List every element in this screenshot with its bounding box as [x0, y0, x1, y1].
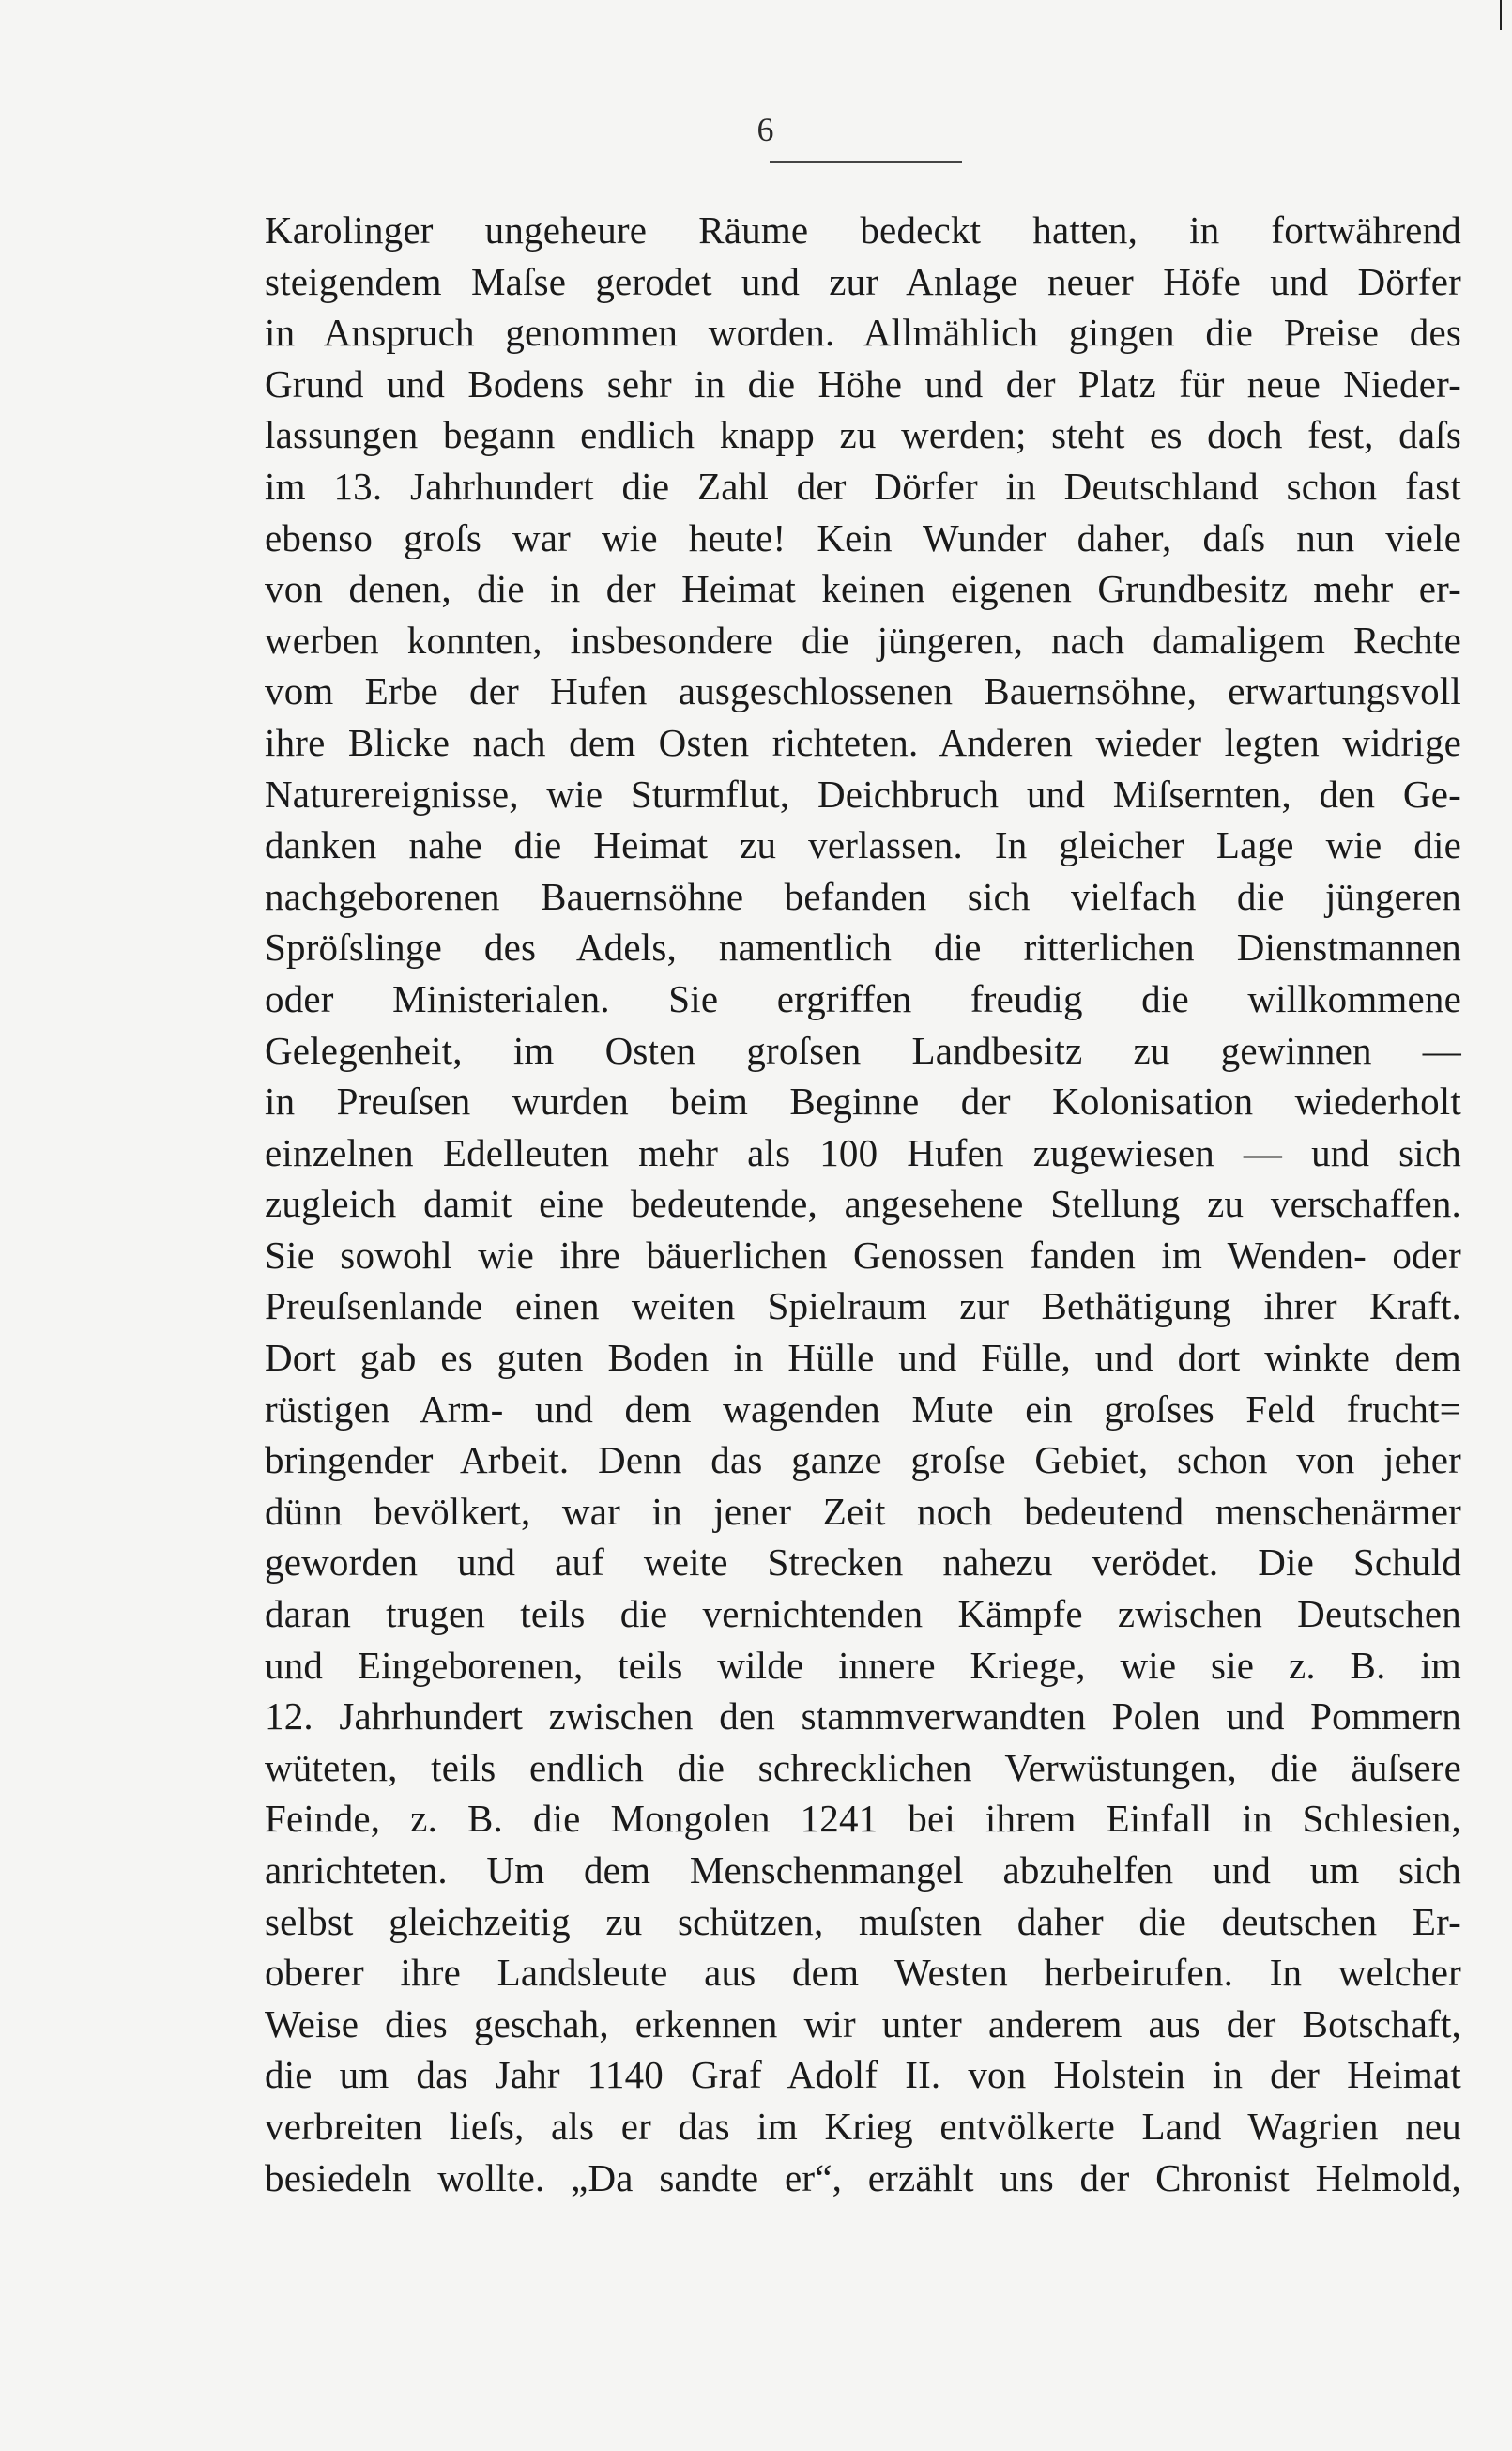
- text-line: bringender Arbeit. Denn das ganze groſse Gebiet, schon von jeher: [265, 1438, 1461, 1482]
- scan-edge-line: [1500, 0, 1502, 30]
- text-line: im 13. Jahrhundert die Zahl der Dörfer in Deutschland schon fast: [265, 464, 1461, 508]
- text-line: daran trugen teils die vernichtenden Kämpfe zwischen Deutschen: [265, 1592, 1461, 1636]
- text-line: werben konnten, insbesondere die jüngeren, nach damaligem Rechte: [265, 618, 1461, 662]
- text-line: vom Erbe der Hufen ausgeschlossenen Bauernsöhne, erwartungsvoll: [265, 669, 1461, 713]
- text-line: die um das Jahr 1140 Graf Adolf II. von Holstein in der Heimat: [265, 2053, 1461, 2097]
- text-line: oder Ministerialen. Sie ergriffen freudig die willkommene: [265, 976, 1461, 1020]
- text-line: Preuſsenlande einen weiten Spielraum zur Bethätigung ihrer Kraft.: [265, 1284, 1461, 1328]
- text-line: in Preuſsen wurden beim Beginne der Kolonisation wiederholt: [265, 1080, 1461, 1124]
- text-line: besiedeln wollte. „Da sandte er“, erzählt uns der Chronist Helmold,: [265, 2155, 1461, 2199]
- text-line: nachgeborenen Bauernsöhne befanden sich vielfach die jüngeren: [265, 874, 1461, 918]
- text-line: dünn bevölkert, war in jener Zeit noch bedeutend menschenärmer: [265, 1489, 1461, 1533]
- text-line: Grund und Bodens sehr in die Höhe und der Platz für neue Nieder-: [265, 361, 1461, 406]
- text-line: selbst gleichzeitig zu schützen, muſsten daher die deutschen Er-: [265, 1899, 1461, 1943]
- text-line: steigendem Maſse gerodet und zur Anlage neuer Höfe und Dörfer: [265, 259, 1461, 303]
- text-line: Feinde, z. B. die Mongolen 1241 bei ihrem Einfall in Schlesien,: [265, 1797, 1461, 1841]
- text-line: oberer ihre Landsleute aus dem Westen herbeirufen. In welcher: [265, 1951, 1461, 1995]
- header-rule: [770, 161, 962, 163]
- text-line: Gelegenheit, im Osten groſsen Landbesitz zu gewinnen —: [265, 1028, 1461, 1072]
- text-line: geworden und auf weite Strecken nahezu verödet. Die Schuld: [265, 1540, 1461, 1585]
- text-line: lassungen begann endlich knapp zu werden; steht es doch fest, daſs: [265, 413, 1461, 457]
- text-line: anrichteten. Um dem Menschenmangel abzuhelfen und um sich: [265, 1848, 1461, 1892]
- text-line: Sie sowohl wie ihre bäuerlichen Genossen fanden im Wenden- oder: [265, 1233, 1461, 1277]
- text-line: Naturereignisse, wie Sturmflut, Deichbruch und Miſsernten, den Ge-: [265, 772, 1461, 816]
- text-line: in Anspruch genommen worden. Allmählich gingen die Preise des: [265, 311, 1461, 355]
- body-text: [265, 205, 1461, 2203]
- text-line: zugleich damit eine bedeutende, angesehene Stellung zu verschaffen.: [265, 1182, 1461, 1226]
- text-line: und Eingeborenen, teils wilde innere Kriege, wie sie z. B. im: [265, 1643, 1461, 1687]
- text-line: danken nahe die Heimat zu verlassen. In gleicher Lage wie die: [265, 823, 1461, 867]
- text-line: ihre Blicke nach dem Osten richteten. Anderen wieder legten widrige: [265, 720, 1461, 764]
- text-line: Karolinger ungeheure Räume bedeckt hatten, in fortwährend: [265, 208, 1461, 252]
- text-line: verbreiten lieſs, als er das im Krieg entvölkerte Land Wagrien neu: [265, 2104, 1461, 2148]
- page-number: 6: [756, 111, 774, 148]
- text-line: einzelnen Edelleuten mehr als 100 Hufen zugewiesen — und sich: [265, 1130, 1461, 1174]
- text-line: Weise dies geschah, erkennen wir unter anderem aus der Botschaft,: [265, 2001, 1461, 2045]
- text-line: Spröſslinge des Adels, namentlich die ritterlichen Dienstmannen: [265, 926, 1461, 970]
- text-line: von denen, die in der Heimat keinen eigenen Grundbesitz mehr er-: [265, 567, 1461, 611]
- text-line: ebenso groſs war wie heute! Kein Wunder daher, daſs nun viele: [265, 515, 1461, 559]
- text-line: 12. Jahrhundert zwischen den stammverwandten Polen und Pommern: [265, 1694, 1461, 1739]
- text-line: rüstigen Arm- und dem wagenden Mute ein groſses Feld frucht=: [265, 1386, 1461, 1431]
- text-line: wüteten, teils endlich die schrecklichen Verwüstungen, die äuſsere: [265, 1745, 1461, 1789]
- text-line: Dort gab es guten Boden in Hülle und Fülle, und dort winkte dem: [265, 1336, 1461, 1380]
